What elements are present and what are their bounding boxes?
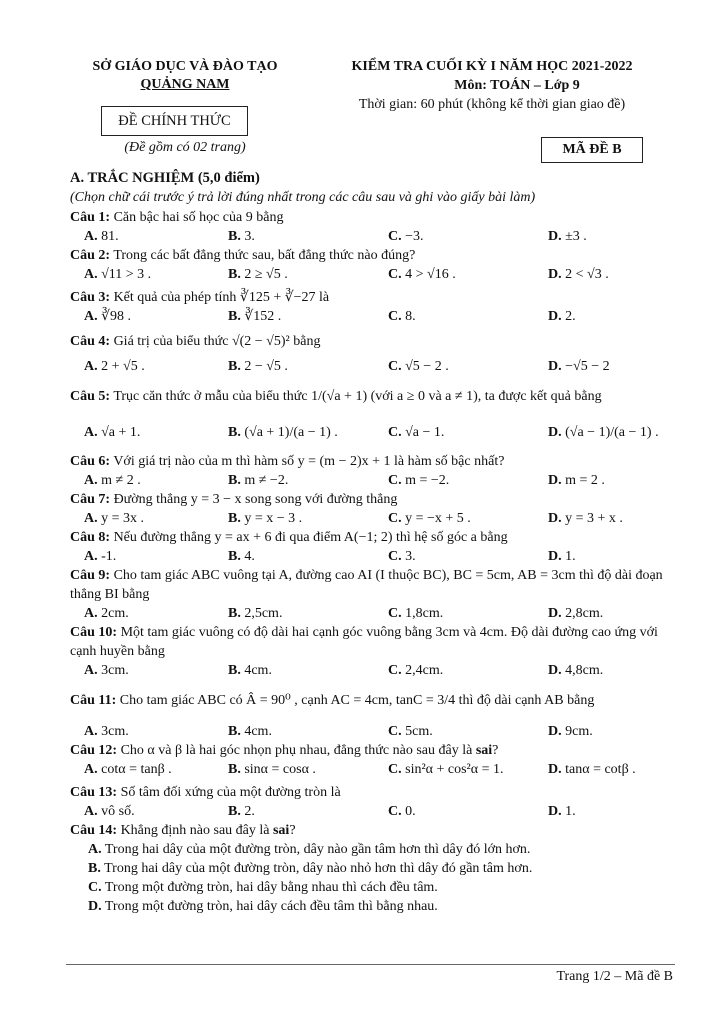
- exam-subject: Môn: TOÁN – Lớp 9: [454, 78, 580, 93]
- question-label: Câu 13:: [70, 785, 118, 800]
- question-label: Câu 12:: [70, 743, 118, 758]
- option-b: B. y = x − 3 .: [228, 511, 303, 526]
- option-a: A. Trong hai dây của một đường tròn, dây nào gần tâm hơn thì dây đó lớn hơn.: [88, 842, 531, 857]
- question-text: Cho α và β là hai góc nhọn phụ nhau, đẳng thức nào sau đây là: [120, 743, 476, 758]
- question-text: Một tam giác vuông có độ dài hai cạnh góc vuông bằng 3cm và 4cm. Độ dài đường cao ứng với cạnh huyền bằng: [70, 625, 658, 659]
- option-a: A. 3cm.: [84, 724, 129, 739]
- question-7: [70, 490, 670, 509]
- question-label: Câu 2:: [70, 248, 111, 263]
- option-a: A. √a + 1.: [84, 425, 141, 440]
- option-c: C. √5 − 2 .: [388, 359, 449, 374]
- option-c: C. 1,8cm.: [388, 606, 444, 621]
- question-label: Câu 1:: [70, 210, 111, 225]
- options-8: [70, 547, 670, 566]
- option-b: B. Trong hai dây của một đường tròn, dây nào nhỏ hơn thì dây đó gần tâm hơn.: [88, 861, 533, 876]
- option-b: B. m ≠ −2.: [228, 473, 289, 488]
- option-d: D. Trong một đường tròn, hai dây cách đều tâm thì bằng nhau.: [88, 899, 438, 914]
- question-text: Trong các bất đẳng thức sau, bất đẳng thức nào đúng?: [113, 248, 416, 263]
- option-c: C. 0.: [388, 804, 416, 819]
- emphasis-word: sai: [272, 823, 290, 838]
- options-7: [70, 509, 670, 528]
- option-a: A. vô số.: [84, 804, 135, 819]
- question-text: Số tâm đối xứng của một đường tròn là: [120, 785, 341, 800]
- question-label: Câu 5:: [70, 389, 111, 404]
- options-3: [70, 307, 670, 326]
- option-a: A. cotα = tanβ .: [84, 762, 172, 777]
- options-12: [70, 760, 670, 779]
- question-text: Căn bậc hai số học của 9 bằng: [113, 210, 284, 225]
- option-a: A. m ≠ 2 .: [84, 473, 141, 488]
- question-label: Câu 7:: [70, 492, 111, 507]
- province-name: QUẢNG NAM: [140, 77, 230, 92]
- option-b: B. 2,5cm.: [228, 606, 283, 621]
- pages-note: (Đề gồm có 02 trang): [124, 140, 246, 155]
- options-6: [70, 471, 670, 490]
- question-14: [70, 821, 670, 840]
- exam-header: [322, 58, 662, 114]
- option-a: A. y = 3x .: [84, 511, 145, 526]
- option-a: A. 2 + √5 .: [84, 359, 145, 374]
- options-9: [70, 604, 670, 623]
- question-text: Giá trị của biểu thức √(2 − √5)² bằng: [113, 334, 321, 349]
- question-text: Đường thẳng y = 3 − x song song với đường thẳng: [113, 492, 398, 507]
- option-b: B. 3.: [228, 229, 255, 244]
- question-label: Câu 9:: [70, 568, 111, 583]
- option-a: A. ∛98 .: [84, 309, 132, 324]
- option-c: C. 2,4cm.: [388, 663, 444, 678]
- option-b: B. 2.: [228, 804, 255, 819]
- question-label: Câu 6:: [70, 454, 111, 469]
- footer-divider: [66, 964, 675, 965]
- option-c: C. 5cm.: [388, 724, 433, 739]
- option-d: D. 1.: [548, 549, 576, 564]
- question-text: Với giá trị nào của m thì hàm số y = (m − 2)x + 1 là hàm số bậc nhất?: [113, 454, 505, 469]
- option-d: D. 2.: [548, 309, 576, 324]
- option-d: D. −√5 − 2: [548, 359, 610, 374]
- exam-code: MÃ ĐỀ B: [541, 137, 643, 163]
- question-text: Cho tam giác ABC có Â = 90⁰ , cạnh AC = 4cm, tanC = 3/4 thì độ dài cạnh AB bằng: [119, 693, 595, 708]
- exam-title: KIỂM TRA CUỐI KỲ I NĂM HỌC 2021-2022: [351, 59, 633, 74]
- options-5: [70, 418, 670, 448]
- option-d: D. 1.: [548, 804, 576, 819]
- question-6: [70, 452, 670, 471]
- options-1: [70, 227, 670, 246]
- question-4: [70, 332, 670, 351]
- question-text: Nếu đường thẳng y = ax + 6 đi qua điểm A(−1; 2) thì hệ số góc a bằng: [113, 530, 508, 545]
- option-d: D. ±3 .: [548, 229, 587, 244]
- option-c: C. 4 > √16 .: [388, 267, 456, 282]
- options-10: [70, 661, 670, 680]
- question-label: Câu 4:: [70, 334, 111, 349]
- option-b: B. sinα = cosα .: [228, 762, 316, 777]
- option-d: D. m = 2 .: [548, 473, 605, 488]
- question-text: Kết quả của phép tính ∛125 + ∛−27 là: [113, 290, 330, 305]
- question-label: Câu 3:: [70, 290, 111, 305]
- question-10: [70, 623, 670, 661]
- option-b: B. 4cm.: [228, 663, 272, 678]
- option-c: C. √a − 1.: [388, 425, 445, 440]
- option-a: A. 2cm.: [84, 606, 129, 621]
- options-13: [70, 802, 670, 821]
- exam-time: Thời gian: 60 phút (không kể thời gian giao đề): [358, 97, 626, 112]
- question-text: Khẳng định nào sau đây là: [120, 823, 273, 838]
- question-label: Câu 8:: [70, 530, 111, 545]
- options-2: [70, 265, 670, 284]
- question-text-end: ?: [492, 743, 499, 758]
- option-c: C. 8.: [388, 309, 416, 324]
- option-d: D. (√a − 1)/(a − 1) .: [548, 425, 659, 440]
- question-label: Câu 10:: [70, 625, 118, 640]
- option-a: A. 81.: [84, 229, 119, 244]
- option-b: B. (√a + 1)/(a − 1) .: [228, 425, 338, 440]
- exam-content: [70, 168, 670, 916]
- option-d: D. 4,8cm.: [548, 663, 604, 678]
- question-label: Câu 11:: [70, 693, 117, 708]
- question-text-end: ?: [289, 823, 296, 838]
- question-8: [70, 528, 670, 547]
- options-11: [70, 722, 670, 741]
- option-c: C. y = −x + 5 .: [388, 511, 471, 526]
- option-b: B. ∛152 .: [228, 309, 282, 324]
- page-footer: Trang 1/2 – Mã đề B: [556, 969, 673, 984]
- option-d: D. 2 < √3 .: [548, 267, 609, 282]
- question-2: [70, 246, 670, 265]
- option-d: D. 9cm.: [548, 724, 593, 739]
- emphasis-word: sai: [475, 743, 493, 758]
- option-d: D. 2,8cm.: [548, 606, 604, 621]
- option-a: A. -1.: [84, 549, 117, 564]
- option-d: D. tanα = cotβ .: [548, 762, 636, 777]
- section-title: A. TRẮC NGHIỆM (5,0 điểm): [70, 170, 260, 186]
- option-b: B. 4cm.: [228, 724, 272, 739]
- option-c: C. Trong một đường tròn, hai dây bằng nhau thì cách đều tâm.: [88, 880, 438, 895]
- option-c: C. −3.: [388, 229, 424, 244]
- question-9: [70, 566, 670, 604]
- option-b: B. 4.: [228, 549, 255, 564]
- option-c: C. m = −2.: [388, 473, 450, 488]
- option-b: B. 2 ≥ √5 .: [228, 267, 288, 282]
- options-4: [70, 357, 670, 376]
- question-text: Trục căn thức ở mẫu của biểu thức 1/(√a + 1) (với a ≥ 0 và a ≠ 1), ta được kết quả bằng: [113, 389, 602, 404]
- question-13: [70, 783, 670, 802]
- department-name: SỞ GIÁO DỤC VÀ ĐÀO TẠO: [92, 59, 278, 74]
- question-5: [70, 382, 670, 412]
- option-a: A. 3cm.: [84, 663, 129, 678]
- question-3: [70, 288, 670, 307]
- question-text: Cho tam giác ABC vuông tại A, đường cao AI (I thuộc BC), BC = 5cm, AB = 3cm thì độ dài đoạn thẳng BI bằng: [70, 568, 663, 602]
- question-label: Câu 14:: [70, 823, 118, 838]
- department-header: [70, 58, 300, 94]
- question-1: [70, 208, 670, 227]
- option-c: C. sin²α + cos²α = 1.: [388, 762, 504, 777]
- option-c: C. 3.: [388, 549, 416, 564]
- option-d: D. y = 3 + x .: [548, 511, 623, 526]
- option-a: A. √11 > 3 .: [84, 267, 152, 282]
- section-instruction: (Chọn chữ cái trước ý trả lời đúng nhất trong các câu sau và ghi vào giấy bài làm): [70, 190, 536, 205]
- official-label: ĐỀ CHÍNH THỨC: [101, 106, 248, 136]
- option-b: B. 2 − √5 .: [228, 359, 288, 374]
- question-12: [70, 741, 670, 760]
- question-11: [70, 686, 670, 716]
